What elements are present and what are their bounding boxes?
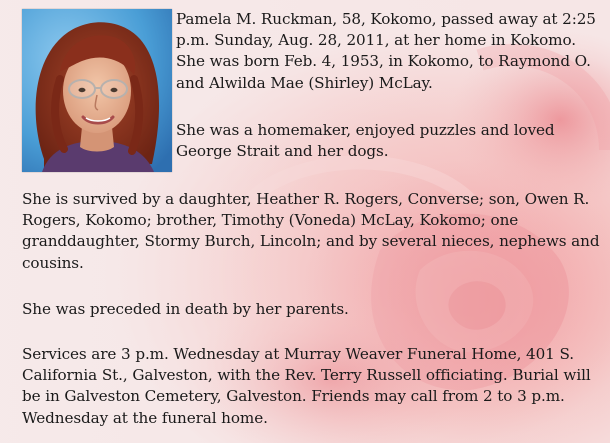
- obituary-paragraph-interests: She was a homemaker, enjoyed puzzles and loved George Strait and her dogs.: [176, 121, 555, 161]
- obituary-paragraph-preceded: She was preceded in death by her parents.: [22, 300, 349, 318]
- obituary-paragraph-survivors: She is survived by a daughter, Heather R. Rogers, Converse; son, Owen R. Rogers, Kokomo; brother, Timothy (Voneda) McLay, Kokomo; one granddaughter, Stormy Burch, Lincoln; and by several nieces, nephews and cousins.: [22, 190, 600, 272]
- obituary-paragraph-intro: Pamela M. Ruckman, 58, Kokomo, passed away at 2:25 p.m. Sunday, Aug. 28, 2011, at her home in Kokomo. She was born Feb. 4, 1953, in Kokomo, to Raymond O. and Alwilda Mae (Shirley) McLay.: [176, 10, 596, 92]
- portrait-photo: [22, 9, 172, 172]
- portrait-image: [22, 9, 172, 172]
- obituary-paragraph-services: Services are 3 p.m. Wednesday at Murray Weaver Funeral Home, 401 S. California St., Galveston, with the Rev. Terry Russell officiating. Burial will be in Galveston Cemetery, Galveston. Friends may call from 2 to 3 p.m. Wednesday at the funeral home.: [22, 345, 591, 427]
